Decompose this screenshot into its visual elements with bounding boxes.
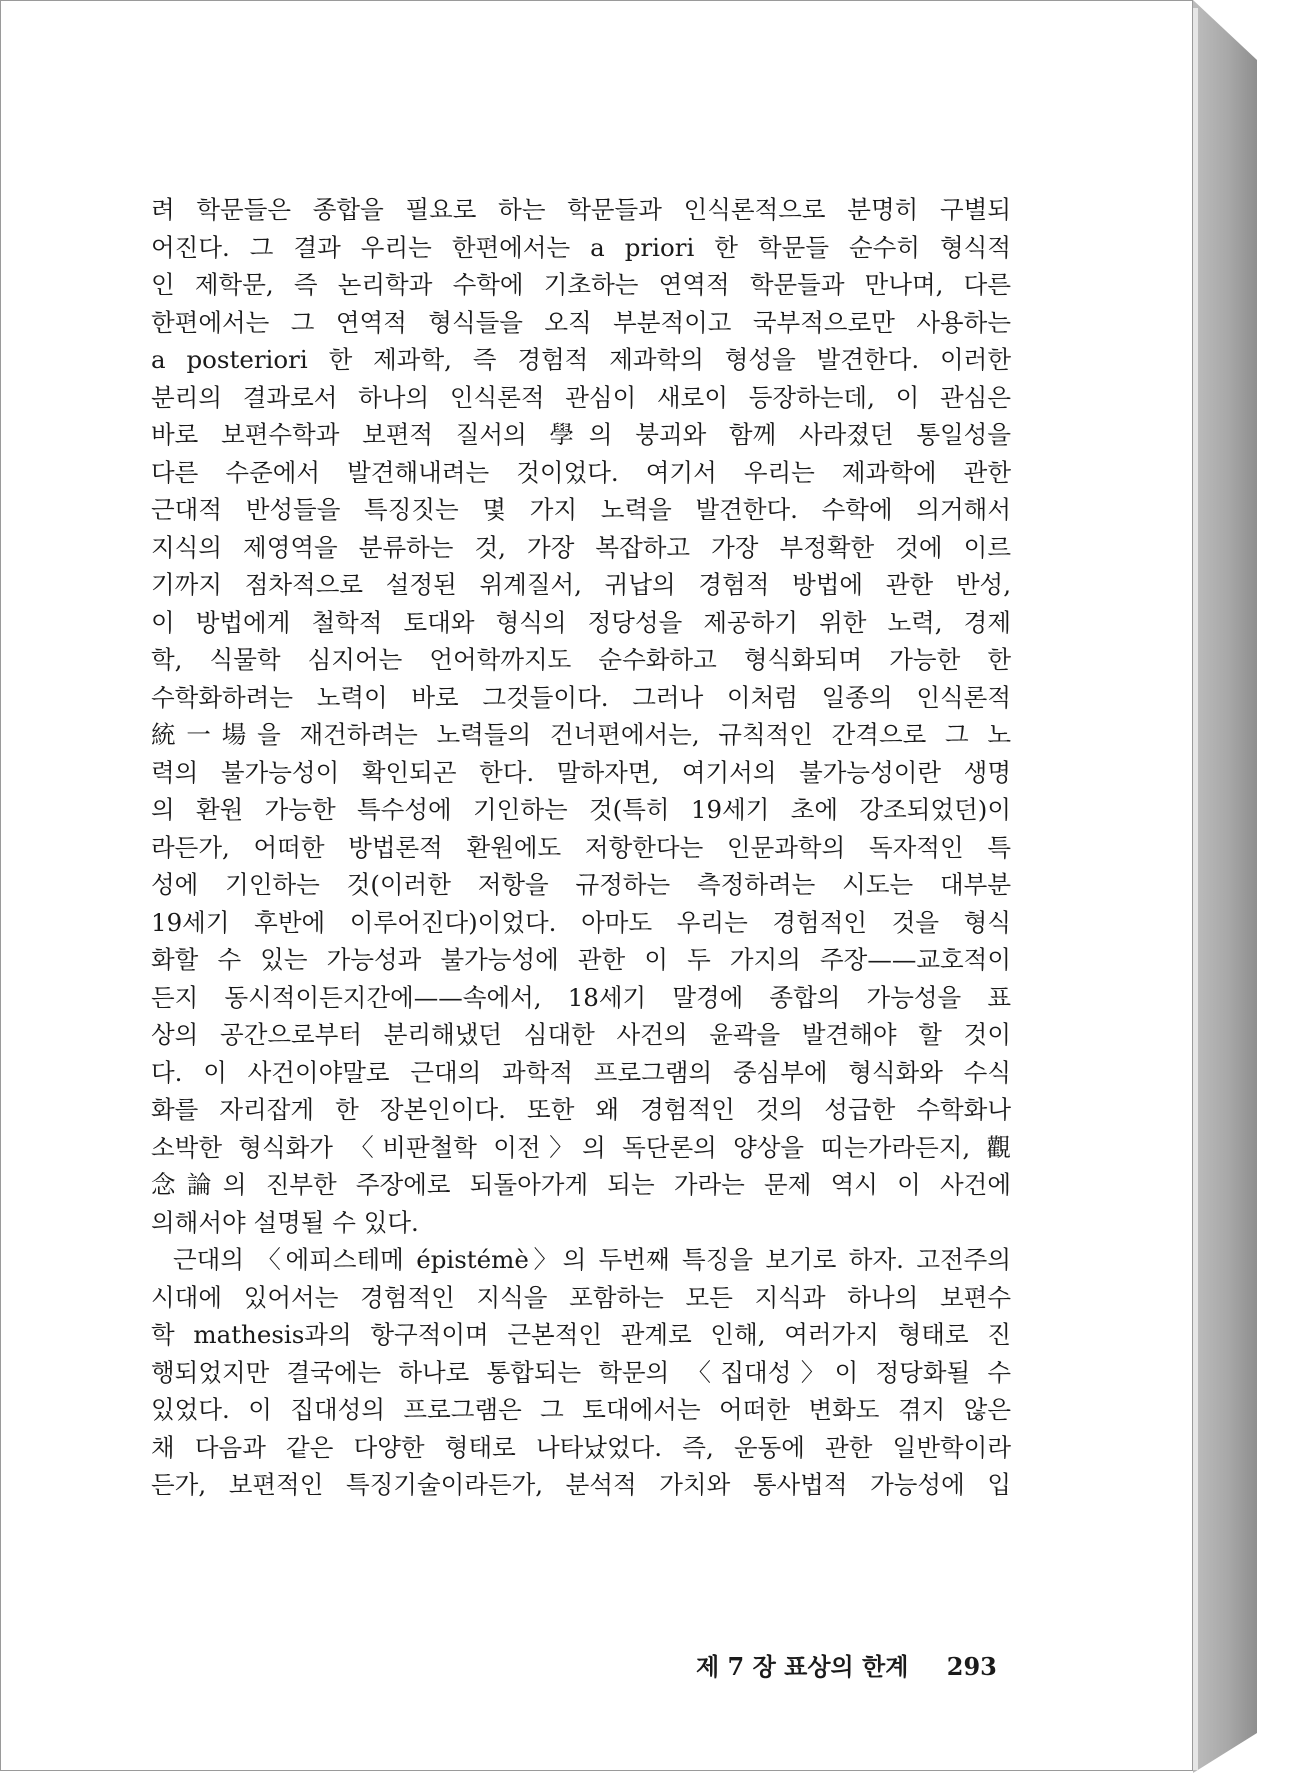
- text-line: 어진다. 그 결과 우리는 한편에서는 a priori 한 학문들 순수히 형식적: [151, 232, 1011, 262]
- page-number: 293: [946, 1652, 997, 1681]
- body-text: [151, 191, 1011, 1504]
- text-line: 19세기 후반에 이루어진다)이었다. 아마도 우리는 경험적인 것을 형식: [151, 907, 1011, 937]
- text-line: 려 학문들은 종합을 필요로 하는 학문들과 인식론적으로 분명히 구별되: [151, 195, 1011, 224]
- text-line: 이 방법에게 철학적 토대와 형식의 정당성을 제공하기 위한 노력, 경제: [151, 607, 1011, 637]
- text-line: 다른 수준에서 발견해내려는 것이었다. 여기서 우리는 제과학에 관한: [151, 457, 1011, 487]
- text-line: 든지 동시적이든지간에——속에서, 18세기 말경에 종합의 가능성을 표: [151, 982, 1011, 1012]
- text-line: 시대에 있어서는 경험적인 지식을 포함하는 모든 지식과 하나의 보편수: [151, 1282, 1011, 1312]
- page-footer: [696, 1647, 997, 1682]
- text-line: 든가, 보편적인 특징기술이라든가, 분석적 가치와 통사법적 가능성에 입: [151, 1470, 1011, 1499]
- text-line: 기까지 점차적으로 설정된 위계질서, 귀납의 경험적 방법에 관한 반성,: [151, 570, 1011, 599]
- text-line: 한편에서는 그 연역적 형식들을 오직 부분적이고 국부적으로만 사용하는: [151, 307, 1011, 337]
- text-line: 바로 보편수학과 보편적 질서의 學의 붕괴와 함께 사라졌던 통일성을: [151, 420, 1011, 449]
- text-line: a posteriori 한 제과학, 즉 경험적 제과학의 형성을 발견한다. 이러한: [151, 345, 1011, 374]
- text-line: 다. 이 사건이야말로 근대의 과학적 프로그램의 중심부에 형식화와 수식: [151, 1057, 1011, 1087]
- text-line: 라든가, 어떠한 방법론적 환원에도 저항한다는 인문과학의 독자적인 특: [151, 832, 1011, 862]
- text-line: 지식의 제영역을 분류하는 것, 가장 복잡하고 가장 부정확한 것에 이르: [151, 532, 1011, 562]
- text-line: 念論의 진부한 주장에로 되돌아가게 되는 가라는 문제 역시 이 사건에: [151, 1170, 1011, 1199]
- text-line: 성에 기인하는 것(이러한 저항을 규정하는 측정하려는 시도는 대부분: [151, 870, 1011, 899]
- book-page-edge: [1193, 0, 1257, 1773]
- text-line: 채 다음과 같은 다양한 형태로 나타났었다. 즉, 운동에 관한 일반학이라: [151, 1432, 1011, 1462]
- text-line: 있었다. 이 집대성의 프로그램은 그 토대에서는 어떠한 변화도 겪지 않은: [151, 1395, 1011, 1424]
- text-line: 수학화하려는 노력이 바로 그것들이다. 그러나 이처럼 일종의 인식론적: [151, 682, 1011, 712]
- text-line: 학 mathesis과의 항구적이며 근본적인 관계로 인해, 여러가지 형태로 진: [151, 1320, 1011, 1349]
- text-line: 인 제학문, 즉 논리학과 수학에 기초하는 연역적 학문들과 만나며, 다른: [151, 270, 1011, 299]
- text-line: 력의 불가능성이 확인되곤 한다. 말하자면, 여기서의 불가능성이란 생명: [151, 757, 1011, 787]
- text-line: 의해서야 설명될 수 있다.: [151, 1207, 419, 1237]
- text-line: 분리의 결과로서 하나의 인식론적 관심이 새로이 등장하는데, 이 관심은: [151, 382, 1011, 412]
- text-line: 상의 공간으로부터 분리해냈던 심대한 사건의 윤곽을 발견해야 할 것이: [151, 1020, 1011, 1049]
- text-line: 학, 식물학 심지어는 언어학까지도 순수화하고 형식화되며 가능한 한: [151, 645, 1011, 674]
- text-line: 근대적 반성들을 특징짓는 몇 가지 노력을 발견한다. 수학에 의거해서: [151, 495, 1011, 524]
- text-line: 의 환원 가능한 특수성에 기인하는 것(특히 19세기 초에 강조되었던)이: [151, 795, 1011, 824]
- text-line: 소박한 형식화가 〈비판철학 이전〉의 독단론의 양상을 띠는가라든지, 觀: [151, 1132, 1011, 1162]
- text-line: 統一場을 재건하려는 노력들의 건너편에서는, 규칙적인 간격으로 그 노: [151, 720, 1011, 749]
- text-line: 근대의 〈에피스테메 épistémè〉의 두번째 특징을 보기로 하자. 고전주의: [173, 1245, 1011, 1274]
- running-head: 제 7 장 표상의 한계: [696, 1652, 909, 1681]
- text-line: 행되었지만 결국에는 하나로 통합되는 학문의 〈집대성〉이 정당화될 수: [151, 1357, 1011, 1387]
- text-line: 화를 자리잡게 한 장본인이다. 또한 왜 경험적인 것의 성급한 수학화나: [151, 1095, 1011, 1124]
- text-line: 화할 수 있는 가능성과 불가능성에 관한 이 두 가지의 주장——교호적이: [151, 945, 1011, 974]
